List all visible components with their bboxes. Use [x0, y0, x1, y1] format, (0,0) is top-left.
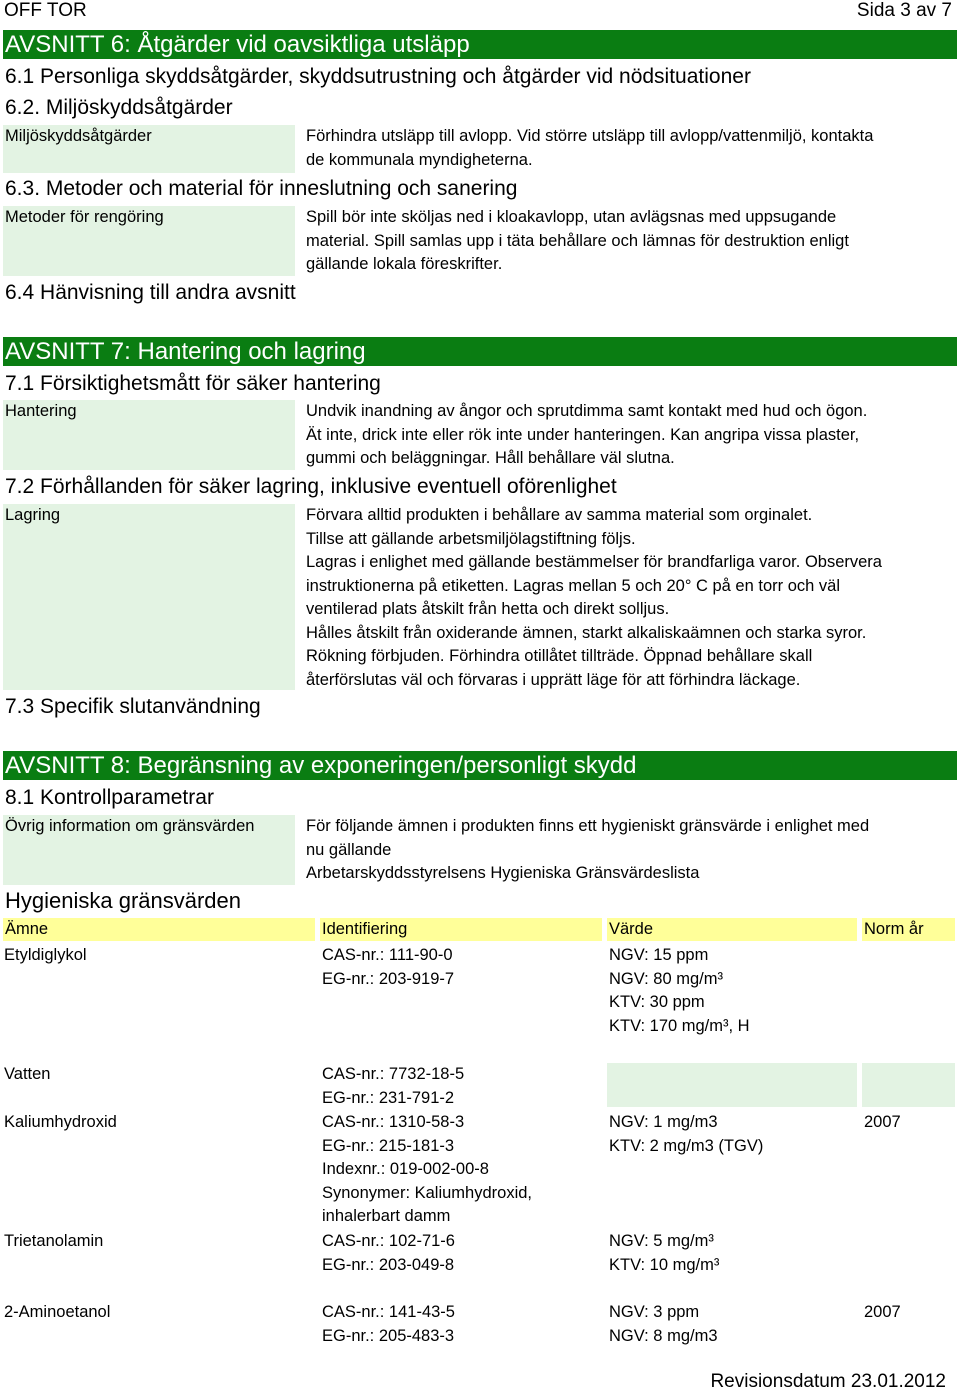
cleaning-methods-text — [306, 206, 956, 277]
table-row-value — [609, 944, 750, 1038]
empty-value-cell — [607, 1063, 857, 1107]
subsection-6-2: 6.2. Miljöskyddsåtgärder — [5, 96, 233, 119]
storage-text — [306, 504, 956, 692]
table-row-identification — [322, 1111, 532, 1229]
table-row-name: Vatten — [4, 1065, 51, 1083]
text-line: NGV: 5 mg/m³ — [609, 1232, 714, 1250]
company-name: OFF TOR — [4, 0, 87, 21]
section-8-title: AVSNITT 8: Begränsning av exponeringen/personligt skydd — [3, 751, 957, 780]
section-7-title: AVSNITT 7: Hantering och lagring — [3, 337, 957, 366]
table-row-identification — [322, 944, 454, 991]
column-header-identification: Identifiering — [320, 918, 602, 941]
table-row-value — [609, 1111, 763, 1158]
text-line: Indexnr.: 019-002-00-8 — [322, 1160, 489, 1178]
text-line: gällande lokala föreskrifter. — [306, 255, 503, 273]
text-line: KTV: 170 mg/m³, H — [609, 1016, 750, 1035]
text-line: Förvara alltid produkten i behållare av samma material som orginalet. — [306, 506, 813, 524]
page-number: Sida 3 av 7 — [856, 0, 952, 21]
text-line: de kommunala myndigheterna. — [306, 150, 533, 169]
text-line: NGV: 15 ppm — [609, 946, 709, 964]
env-protection-label: Miljöskyddsåtgärder — [3, 125, 295, 173]
text-line: EG-nr.: 205-483-3 — [322, 1326, 455, 1345]
section-6-title: AVSNITT 6: Åtgärder vid oavsiktliga utsläpp — [3, 30, 957, 59]
text-line: gummi och beläggningar. Håll behållare väl slutna. — [306, 449, 675, 467]
text-line: EG-nr.: 203-049-8 — [322, 1255, 455, 1274]
table-row-identification — [322, 1230, 455, 1277]
text-line: NGV: 80 mg/m³ — [609, 969, 723, 988]
text-line: Rökning förbjuden. Förhindra otillåtet tillträde. Öppnad behållare skall — [306, 647, 813, 665]
storage-label: Lagring — [3, 504, 295, 690]
text-line: EG-nr.: 215-181-3 — [322, 1136, 455, 1155]
text-line: material. Spill samlas upp i täta behållare och lämnas för destruktion enligt — [306, 231, 849, 250]
handling-text — [306, 400, 956, 471]
table-row-name: Kaliumhydroxid — [4, 1113, 117, 1131]
env-protection-text — [306, 125, 956, 172]
text-line: Spill bör inte sköljas ned i kloakavlopp, utan avlägsnas med uppsugande — [306, 208, 837, 226]
table-row-value — [609, 1230, 719, 1277]
text-line: Undvik inandning av ångor och sprutdimma samt kontakt med hud och ögon. — [306, 402, 868, 420]
text-line: Ät inte, drick inte eller rök inte under hanteringen. Kan angripa vissa plaster, — [306, 425, 860, 444]
text-line: Lagras i enlighet med gällande bestämmelser för brandfarliga varor. Observera — [306, 553, 882, 571]
text-line: Tillse att gällande arbetsmiljölagstiftning följs. — [306, 529, 636, 548]
subsection-6-4: 6.4 Hänvisning till andra avsnitt — [5, 281, 296, 304]
subsection-6-3: 6.3. Metoder och material för inneslutning och sanering — [5, 177, 518, 200]
subsection-8-1: 8.1 Kontrollparametrar — [5, 786, 214, 809]
column-header-norm-year: Norm år — [862, 918, 955, 941]
text-line: KTV: 10 mg/m³ — [609, 1255, 720, 1274]
cleaning-methods-label: Metoder för rengöring — [3, 206, 295, 276]
text-line: Synonymer: Kaliumhydroxid, — [322, 1183, 533, 1202]
text-line: EG-nr.: 203-919-7 — [322, 969, 455, 988]
text-line: NGV: 3 ppm — [609, 1303, 700, 1321]
other-limits-label: Övrig information om gränsvärden — [3, 815, 295, 885]
subsection-7-3: 7.3 Specifik slutanvändning — [5, 695, 261, 718]
text-line: NGV: 1 mg/m3 — [609, 1113, 718, 1131]
table-row-name: Trietanolamin — [4, 1232, 104, 1250]
subsection-7-1: 7.1 Försiktighetsmått för säker hantering — [5, 372, 381, 395]
text-line: För följande ämnen i produkten finns ett hygieniskt gränsvärde i enlighet med — [306, 817, 870, 835]
text-line: instruktionerna på etiketten. Lagras mellan 5 och 20° C på en torr och väl — [306, 576, 840, 595]
text-line: återförslutas väl och förvaras i upprätt läge för att förhindra läckage. — [306, 670, 801, 689]
text-line: inhalerbart damm — [322, 1207, 451, 1225]
text-line: nu gällande — [306, 840, 392, 859]
text-line: KTV: 2 mg/m3 (TGV) — [609, 1136, 764, 1155]
text-line: Hålles åtskilt från oxiderande ämnen, starkt alkaliskaämnen och starka syror. — [306, 623, 867, 642]
revision-date: Revisionsdatum 23.01.2012 — [710, 1371, 946, 1392]
subsection-6-1: 6.1 Personliga skyddsåtgärder, skyddsutrustning och åtgärder vid nödsituationer — [5, 65, 751, 88]
text-line: EG-nr.: 231-791-2 — [322, 1088, 455, 1107]
table-row-identification — [322, 1063, 464, 1110]
column-header-value: Värde — [607, 918, 857, 941]
table-row-name: 2-Aminoetanol — [4, 1303, 111, 1321]
text-line: Förhindra utsläpp till avlopp. Vid större utsläpp till avlopp/vattenmiljö, kontakta — [306, 127, 874, 145]
text-line: CAS-nr.: 7732-18-5 — [322, 1065, 465, 1083]
empty-year-cell — [862, 1063, 955, 1107]
other-limits-text — [306, 815, 956, 886]
text-line: CAS-nr.: 141-43-5 — [322, 1303, 455, 1321]
column-header-substance: Ämne — [3, 918, 315, 941]
text-line: CAS-nr.: 111-90-0 — [322, 946, 453, 964]
text-line: ventilerad plats åtskilt från hetta och direkt solljus. — [306, 600, 670, 618]
subsection-7-2: 7.2 Förhållanden för säker lagring, inklusive eventuell oförenlighet — [5, 475, 617, 498]
text-line: CAS-nr.: 102-71-6 — [322, 1232, 455, 1250]
text-line: NGV: 8 mg/m3 — [609, 1326, 718, 1345]
text-line: Arbetarskyddsstyrelsens Hygieniska Gränsvärdeslista — [306, 864, 700, 882]
table-row-identification — [322, 1301, 455, 1348]
table-row-value — [609, 1301, 718, 1348]
text-line: KTV: 30 ppm — [609, 993, 705, 1011]
table-row-year: 2007 — [864, 1113, 901, 1131]
table-row-name: Etyldiglykol — [4, 946, 87, 964]
table-row-year: 2007 — [864, 1303, 901, 1321]
hygiene-limits-title: Hygieniska gränsvärden — [5, 888, 242, 913]
handling-label: Hantering — [3, 400, 295, 470]
text-line: CAS-nr.: 1310-58-3 — [322, 1113, 465, 1131]
